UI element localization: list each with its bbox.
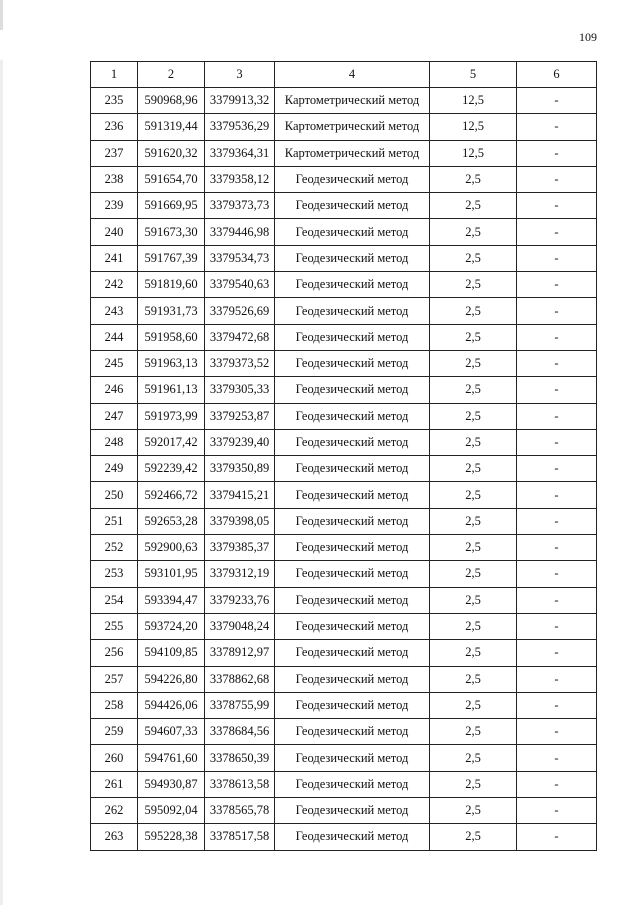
x-coordinate-cell: 592239,42 [138,456,205,482]
table-row [91,88,597,114]
header-cell-5: 5 [430,62,517,88]
method-cell: Геодезический метод [275,272,430,298]
table-row [91,535,597,561]
x-coordinate-cell: 593101,95 [138,561,205,587]
y-coordinate-cell: 3378862,68 [205,666,275,692]
point-number-cell: 256 [91,640,138,666]
description-cell: - [517,140,597,166]
method-cell: Геодезический метод [275,298,430,324]
accuracy-cell: 2,5 [430,692,517,718]
accuracy-cell: 2,5 [430,456,517,482]
page-number: 109 [579,30,597,44]
y-coordinate-cell: 3379358,12 [205,166,275,192]
method-cell: Геодезический метод [275,219,430,245]
point-number-cell: 238 [91,166,138,192]
method-cell: Геодезический метод [275,166,430,192]
x-coordinate-cell: 594607,33 [138,719,205,745]
method-cell: Геодезический метод [275,640,430,666]
table-row [91,377,597,403]
description-cell: - [517,745,597,771]
point-number-cell: 253 [91,561,138,587]
x-coordinate-cell: 591319,44 [138,114,205,140]
table-row [91,140,597,166]
point-number-cell: 241 [91,245,138,271]
accuracy-cell: 2,5 [430,587,517,613]
accuracy-cell: 2,5 [430,666,517,692]
point-number-cell: 258 [91,692,138,718]
point-number-cell: 248 [91,429,138,455]
accuracy-cell: 2,5 [430,508,517,534]
description-cell: - [517,245,597,271]
x-coordinate-cell: 595228,38 [138,824,205,850]
method-cell: Геодезический метод [275,193,430,219]
accuracy-cell: 2,5 [430,219,517,245]
description-cell: - [517,771,597,797]
accuracy-cell: 12,5 [430,114,517,140]
method-cell: Геодезический метод [275,745,430,771]
description-cell: - [517,824,597,850]
table-row [91,771,597,797]
table-row [91,193,597,219]
table-row [91,561,597,587]
x-coordinate-cell: 594426,06 [138,692,205,718]
table-row [91,272,597,298]
point-number-cell: 250 [91,482,138,508]
method-cell: Геодезический метод [275,350,430,376]
y-coordinate-cell: 3379415,21 [205,482,275,508]
x-coordinate-cell: 591673,30 [138,219,205,245]
accuracy-cell: 2,5 [430,771,517,797]
y-coordinate-cell: 3379350,89 [205,456,275,482]
y-coordinate-cell: 3379233,76 [205,587,275,613]
y-coordinate-cell: 3378565,78 [205,798,275,824]
description-cell: - [517,508,597,534]
y-coordinate-cell: 3378517,58 [205,824,275,850]
table-row [91,692,597,718]
description-cell: - [517,666,597,692]
point-number-cell: 246 [91,377,138,403]
point-number-cell: 259 [91,719,138,745]
accuracy-cell: 12,5 [430,88,517,114]
table-row [91,166,597,192]
x-coordinate-cell: 592466,72 [138,482,205,508]
point-number-cell: 263 [91,824,138,850]
x-coordinate-cell: 591973,99 [138,403,205,429]
point-number-cell: 247 [91,403,138,429]
accuracy-cell: 2,5 [430,535,517,561]
x-coordinate-cell: 590968,96 [138,88,205,114]
y-coordinate-cell: 3379398,05 [205,508,275,534]
point-number-cell: 254 [91,587,138,613]
point-number-cell: 261 [91,771,138,797]
method-cell: Геодезический метод [275,377,430,403]
table-row [91,350,597,376]
table-header [91,62,597,88]
method-cell: Геодезический метод [275,482,430,508]
description-cell: - [517,166,597,192]
x-coordinate-cell: 591767,39 [138,245,205,271]
accuracy-cell: 2,5 [430,798,517,824]
table-row [91,613,597,639]
point-number-cell: 260 [91,745,138,771]
method-cell: Геодезический метод [275,692,430,718]
table-row [91,666,597,692]
accuracy-cell: 2,5 [430,193,517,219]
x-coordinate-cell: 591931,73 [138,298,205,324]
x-coordinate-cell: 594930,87 [138,771,205,797]
header-row [91,62,597,88]
method-cell: Геодезический метод [275,719,430,745]
method-cell: Геодезический метод [275,587,430,613]
y-coordinate-cell: 3378684,56 [205,719,275,745]
description-cell: - [517,535,597,561]
y-coordinate-cell: 3378613,58 [205,771,275,797]
description-cell: - [517,692,597,718]
y-coordinate-cell: 3379534,73 [205,245,275,271]
table-row [91,482,597,508]
accuracy-cell: 2,5 [430,403,517,429]
x-coordinate-cell: 591819,60 [138,272,205,298]
description-cell: - [517,482,597,508]
method-cell: Геодезический метод [275,429,430,455]
y-coordinate-cell: 3379540,63 [205,272,275,298]
description-cell: - [517,114,597,140]
accuracy-cell: 2,5 [430,824,517,850]
table-row [91,114,597,140]
table-row [91,824,597,850]
point-number-cell: 235 [91,88,138,114]
y-coordinate-cell: 3379312,19 [205,561,275,587]
description-cell: - [517,456,597,482]
method-cell: Геодезический метод [275,324,430,350]
description-cell: - [517,613,597,639]
table-row [91,219,597,245]
y-coordinate-cell: 3379373,52 [205,350,275,376]
table-row [91,403,597,429]
method-cell: Геодезический метод [275,824,430,850]
description-cell: - [517,350,597,376]
description-cell: - [517,272,597,298]
point-number-cell: 252 [91,535,138,561]
x-coordinate-cell: 592017,42 [138,429,205,455]
accuracy-cell: 2,5 [430,745,517,771]
x-coordinate-cell: 594226,80 [138,666,205,692]
y-coordinate-cell: 3379385,37 [205,535,275,561]
table-row [91,587,597,613]
y-coordinate-cell: 3379913,32 [205,88,275,114]
point-number-cell: 240 [91,219,138,245]
description-cell: - [517,377,597,403]
y-coordinate-cell: 3379239,40 [205,429,275,455]
y-coordinate-cell: 3378755,99 [205,692,275,718]
accuracy-cell: 2,5 [430,298,517,324]
accuracy-cell: 12,5 [430,140,517,166]
x-coordinate-cell: 595092,04 [138,798,205,824]
point-number-cell: 245 [91,350,138,376]
y-coordinate-cell: 3378650,39 [205,745,275,771]
description-cell: - [517,561,597,587]
accuracy-cell: 2,5 [430,377,517,403]
description-cell: - [517,587,597,613]
x-coordinate-cell: 593724,20 [138,613,205,639]
table-row [91,798,597,824]
header-cell-6: 6 [517,62,597,88]
point-number-cell: 243 [91,298,138,324]
point-number-cell: 255 [91,613,138,639]
point-number-cell: 257 [91,666,138,692]
x-coordinate-cell: 592900,63 [138,535,205,561]
point-number-cell: 242 [91,272,138,298]
point-number-cell: 262 [91,798,138,824]
table-row [91,429,597,455]
y-coordinate-cell: 3379305,33 [205,377,275,403]
accuracy-cell: 2,5 [430,245,517,271]
x-coordinate-cell: 591669,95 [138,193,205,219]
header-cell-1: 1 [91,62,138,88]
table-body [91,88,597,851]
table-row [91,719,597,745]
x-coordinate-cell: 591958,60 [138,324,205,350]
accuracy-cell: 2,5 [430,166,517,192]
accuracy-cell: 2,5 [430,272,517,298]
x-coordinate-cell: 591961,13 [138,377,205,403]
y-coordinate-cell: 3379364,31 [205,140,275,166]
x-coordinate-cell: 591963,13 [138,350,205,376]
method-cell: Геодезический метод [275,535,430,561]
x-coordinate-cell: 591654,70 [138,166,205,192]
description-cell: - [517,88,597,114]
header-cell-4: 4 [275,62,430,88]
table-row [91,508,597,534]
table-row [91,245,597,271]
description-cell: - [517,193,597,219]
description-cell: - [517,429,597,455]
coordinates-table-container [90,61,597,851]
y-coordinate-cell: 3379048,24 [205,613,275,639]
x-coordinate-cell: 591620,32 [138,140,205,166]
scan-edge-mark [0,0,3,905]
method-cell: Геодезический метод [275,456,430,482]
method-cell: Геодезический метод [275,403,430,429]
accuracy-cell: 2,5 [430,324,517,350]
table-row [91,745,597,771]
description-cell: - [517,719,597,745]
table-row [91,456,597,482]
point-number-cell: 237 [91,140,138,166]
y-coordinate-cell: 3379373,73 [205,193,275,219]
method-cell: Геодезический метод [275,666,430,692]
point-number-cell: 239 [91,193,138,219]
method-cell: Картометрический метод [275,140,430,166]
method-cell: Картометрический метод [275,114,430,140]
method-cell: Картометрический метод [275,88,430,114]
x-coordinate-cell: 594761,60 [138,745,205,771]
description-cell: - [517,219,597,245]
y-coordinate-cell: 3379446,98 [205,219,275,245]
point-number-cell: 251 [91,508,138,534]
table-row [91,298,597,324]
header-cell-3: 3 [205,62,275,88]
description-cell: - [517,298,597,324]
table-row [91,324,597,350]
accuracy-cell: 2,5 [430,719,517,745]
description-cell: - [517,324,597,350]
accuracy-cell: 2,5 [430,613,517,639]
x-coordinate-cell: 593394,47 [138,587,205,613]
method-cell: Геодезический метод [275,508,430,534]
accuracy-cell: 2,5 [430,482,517,508]
description-cell: - [517,798,597,824]
table-row [91,640,597,666]
method-cell: Геодезический метод [275,245,430,271]
method-cell: Геодезический метод [275,771,430,797]
x-coordinate-cell: 594109,85 [138,640,205,666]
accuracy-cell: 2,5 [430,429,517,455]
y-coordinate-cell: 3379472,68 [205,324,275,350]
method-cell: Геодезический метод [275,613,430,639]
point-number-cell: 244 [91,324,138,350]
method-cell: Геодезический метод [275,561,430,587]
description-cell: - [517,403,597,429]
point-number-cell: 236 [91,114,138,140]
x-coordinate-cell: 592653,28 [138,508,205,534]
description-cell: - [517,640,597,666]
accuracy-cell: 2,5 [430,561,517,587]
point-number-cell: 249 [91,456,138,482]
y-coordinate-cell: 3379526,69 [205,298,275,324]
accuracy-cell: 2,5 [430,640,517,666]
y-coordinate-cell: 3379253,87 [205,403,275,429]
header-cell-2: 2 [138,62,205,88]
y-coordinate-cell: 3379536,29 [205,114,275,140]
accuracy-cell: 2,5 [430,350,517,376]
coordinates-table [90,61,597,851]
method-cell: Геодезический метод [275,798,430,824]
y-coordinate-cell: 3378912,97 [205,640,275,666]
